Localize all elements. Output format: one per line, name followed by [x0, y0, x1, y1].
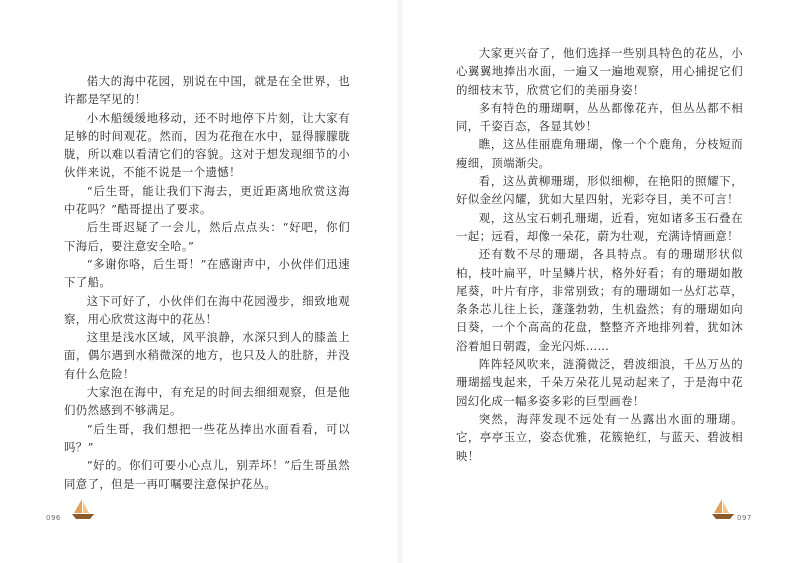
- paragraph: 这里是浅水区域，风平浪静，水深只到人的膝盖上面，偶尔遇到水稍微深的地方，也只及人的肚脐，并没有什么危险！: [64, 330, 350, 381]
- page-number-left: 096: [46, 514, 61, 522]
- paragraph: 大家更兴奋了，他们选择一些别具特色的花丛，小心翼翼地捧出水面，一遍又一遍地观察，用心捕捉它们的细枝末节，欣赏它们的美丽身姿！: [456, 46, 743, 97]
- paragraph: 还有数不尽的珊瑚，各具特点。有的珊瑚形状似柏，枝叶扁平，叶呈鳞片状，格外好看；有的珊瑚如散尾葵，叶片有序，非常别致；有的珊瑚如一丛灯芯草，条条芯儿往上长，蓬蓬勃勃，生机盎然；有的珊瑚如向日葵，一个个高高的花盘，整整齐齐地排列着，犹如沐浴着旭日朝霞，金光闪烁……: [456, 247, 743, 353]
- paragraph: “多谢你咯，后生哥！”在感谢声中，小伙伴们迅速下了船。: [64, 256, 350, 290]
- paragraph: “后生哥，我们想把一些花丛捧出水面看看，可以吗？”: [64, 421, 350, 454]
- paragraph: 后生哥迟疑了一会儿，然后点点头：“好吧，你们下海后，要注意安全哈。”: [64, 220, 350, 253]
- sailboat-icon: [70, 497, 96, 521]
- paragraph: 偌大的海中花园，别说在中国，就是在全世界，也许都是罕见的！: [64, 74, 350, 107]
- left-page-text: [64, 72, 350, 493]
- sailboat-icon: [710, 497, 736, 521]
- paragraph: 突然，海萍发现不远处有一丛露出水面的珊瑚。它，亭亭玉立，姿态优雅，花簇艳红，与蓝天、碧波相映！: [456, 411, 743, 463]
- paragraph: 瞧，这丛佳丽鹿角珊瑚，像一个个鹿角，分枝短而瘦细，顶端渐尖。: [456, 137, 743, 170]
- paragraph: 看，这丛黄柳珊瑚，形似细柳，在艳阳的照耀下，好似金丝闪耀，犹如大星四射，光彩夺目，美不可言！: [456, 174, 743, 207]
- paragraph: 大家泡在海中，有充足的时间去细细观察，但是他们仍然感到不够满足。: [64, 385, 350, 418]
- right-page-text: [456, 44, 743, 465]
- paragraph: 多有特色的珊瑚啊，丛丛都像花卉，但丛丛都不相同，千姿百态，各显其妙！: [456, 100, 743, 134]
- paragraph: 观，这丛宝石刺孔珊瑚，近看，宛如诸多玉石叠在一起；远看，却像一朵花，蔚为壮观，充满诗情画意！: [456, 210, 743, 243]
- paragraph: 阵阵轻风吹来，涟漪微泛，碧波细浪，千丛万丛的珊瑚摇曳起来，千朵万朵花儿晃动起来了，于是海中花园幻化成一幅多姿多彩的巨型画卷！: [456, 357, 743, 408]
- page-number-right: 097: [737, 514, 752, 522]
- paragraph: 小木船缓缓地移动，还不时地停下片刻，让大家有足够的时间观花。然而，因为花孢在水中，显得朦朦胧胧，所以难以看清它们的容貌。这对于想发现细节的小伙伴来说，不能不说是一个遗憾！: [64, 110, 350, 180]
- paragraph: 这下可好了，小伙伴们在海中花园漫步，细致地观察，用心欣赏这海中的花丛！: [64, 293, 350, 326]
- paragraph: “好的。你们可要小心点儿，别弄坏！”后生哥虽然同意了，但是一再叮嘱要注意保护花丛。: [64, 458, 350, 491]
- book-gutter: [396, 0, 404, 563]
- paragraph: “后生哥，能让我们下海去，更近距离地欣赏这海中花吗？”酷哥提出了要求。: [64, 183, 350, 217]
